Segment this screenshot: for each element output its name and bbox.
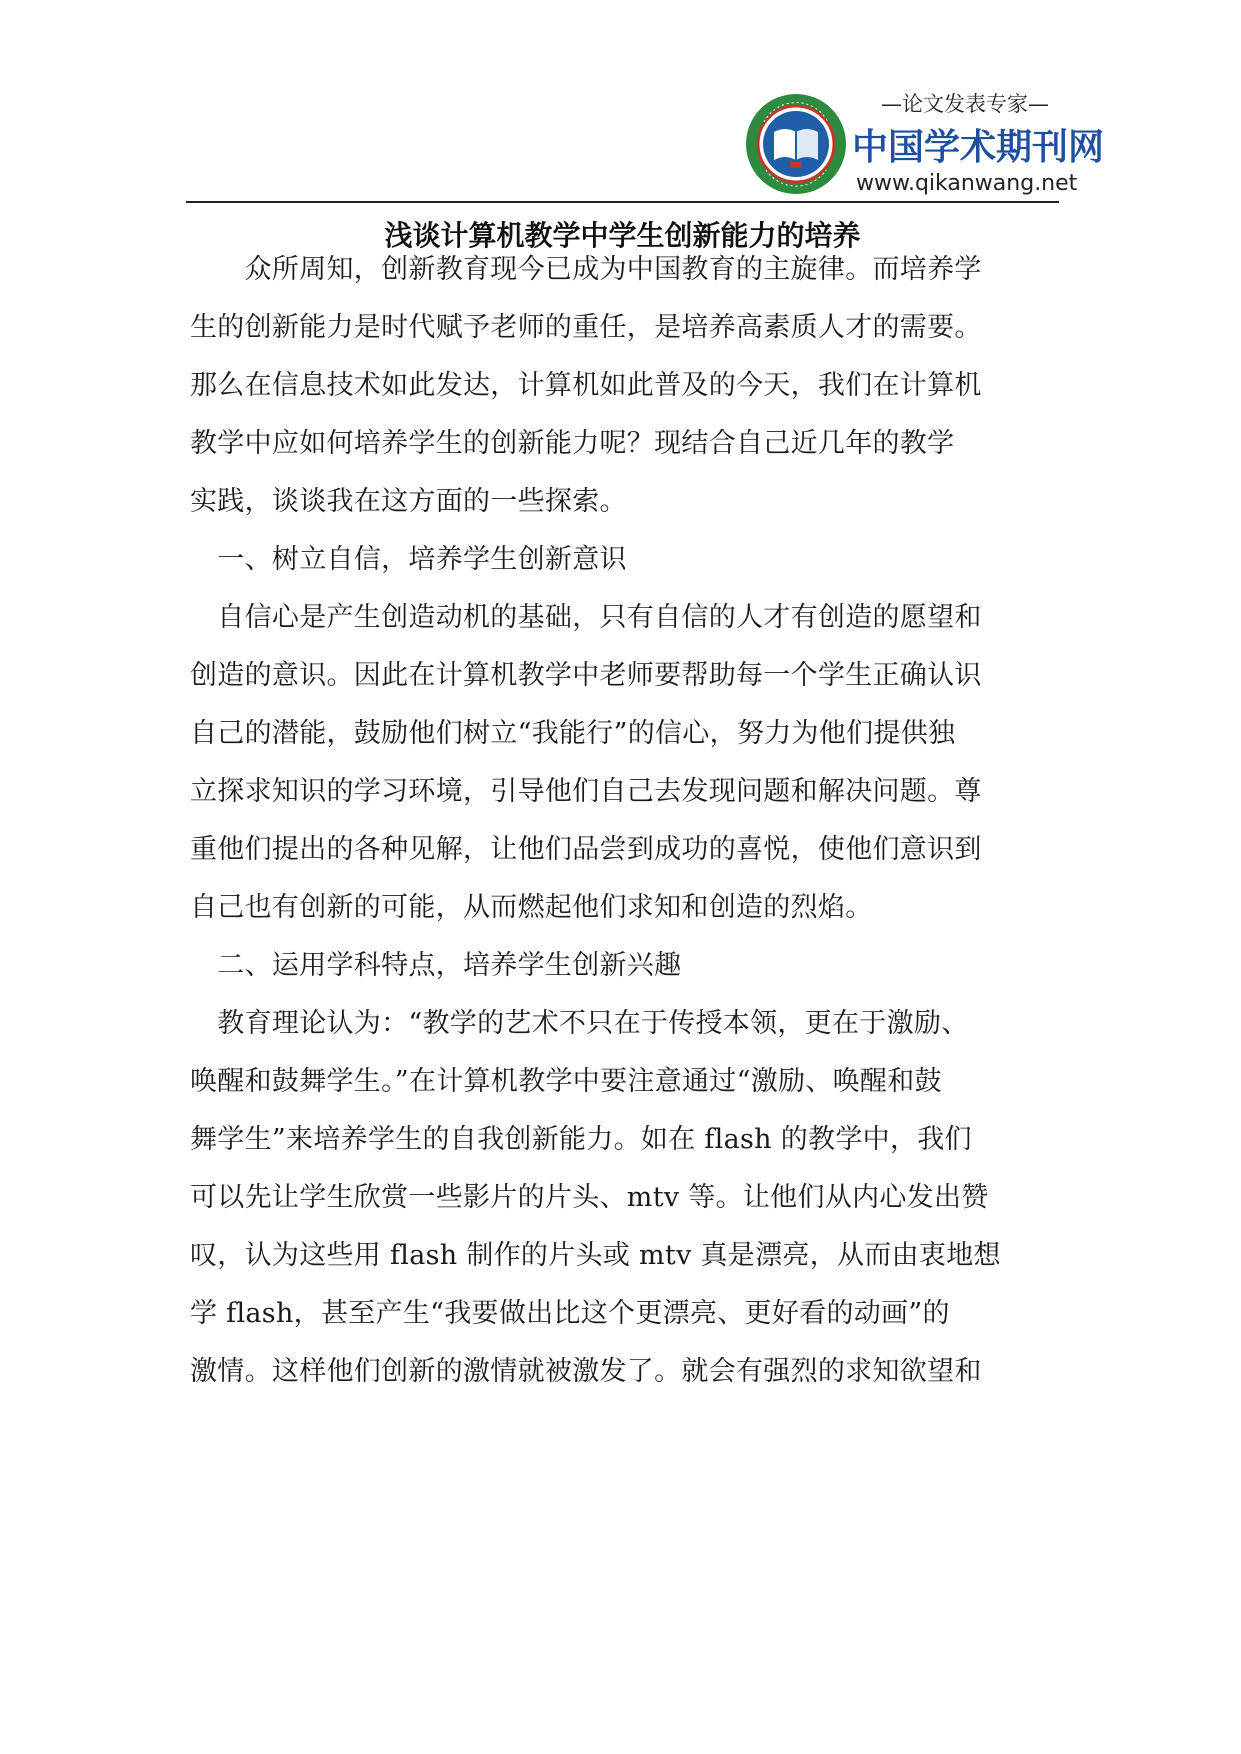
paragraph-line: 唤醒和鼓舞学生。”在计算机教学中要注意通过“激励、唤醒和鼓 xyxy=(190,1066,942,1097)
section-heading-1: 一、树立自信，培养学生创新意识 xyxy=(190,544,627,575)
paragraph-line: 那么在信息技术如此发达，计算机如此普及的今天，我们在计算机 xyxy=(190,370,982,401)
paragraph-line: 众所周知，创新教育现今已成为中国教育的主旋律。而培养学 xyxy=(190,254,982,285)
logo-seal-icon xyxy=(744,92,848,196)
paragraph-line: 教学中应如何培养学生的创新能力呢？现结合自己近几年的教学 xyxy=(190,428,955,459)
publisher-logo[interactable] xyxy=(744,86,1105,200)
paragraph-line: 激情。这样他们创新的激情就被激发了。就会有强烈的求知欲望和 xyxy=(190,1356,982,1387)
logo-url xyxy=(852,166,1078,198)
paragraph-line: 叹，认为这些用 flash 制作的片头或 mtv 真是漂亮，从而由衷地想 xyxy=(190,1240,1001,1271)
paragraph-line: 生的创新能力是时代赋予老师的重任，是培养高素质人才的需要。 xyxy=(190,312,982,343)
paragraph-line: 创造的意识。因此在计算机教学中老师要帮助每一个学生正确认识 xyxy=(190,660,982,691)
paragraph-line: 可以先让学生欣赏一些影片的片头、mtv 等。让他们从内心发出赞 xyxy=(190,1182,989,1213)
paragraph-line: 自己的潜能，鼓励他们树立“我能行”的信心，努力为他们提供独 xyxy=(190,718,956,749)
section-heading-2: 二、运用学科特点，培养学生创新兴趣 xyxy=(190,950,682,981)
header-divider xyxy=(186,201,1059,203)
paragraph-line: 自信心是产生创造动机的基础，只有自信的人才有创造的愿望和 xyxy=(190,602,982,633)
paragraph-line: 舞学生”来培养学生的自我创新能力。如在 flash 的教学中，我们 xyxy=(190,1124,972,1155)
logo-brand-name xyxy=(848,120,1105,170)
document-title: 浅谈计算机教学中学生创新能力的培养 xyxy=(384,219,861,252)
paragraph-line: 学 flash，甚至产生“我要做出比这个更漂亮、更好看的动画”的 xyxy=(190,1298,950,1329)
paragraph-line: 教育理论认为：“教学的艺术不只在于传授本领，更在于激励、 xyxy=(190,1008,969,1039)
svg-text:中国学术期刊网: 中国学术期刊网 xyxy=(852,127,1105,168)
paragraph-line: 实践，谈谈我在这方面的一些探索。 xyxy=(190,486,627,517)
svg-text:www.qikanwang.net: www.qikanwang.net xyxy=(856,171,1078,196)
logo-slogan xyxy=(855,90,1075,118)
paragraph-line: 重他们提出的各种见解，让他们品尝到成功的喜悦，使他们意识到 xyxy=(190,834,982,865)
paragraph-line: 自己也有创新的可能，从而燃起他们求知和创造的烈焰。 xyxy=(190,892,873,923)
paragraph-line: 立探求知识的学习环境，引导他们自己去发现问题和解决问题。尊 xyxy=(190,776,982,807)
svg-text:—论文发表专家—: —论文发表专家— xyxy=(881,92,1049,116)
